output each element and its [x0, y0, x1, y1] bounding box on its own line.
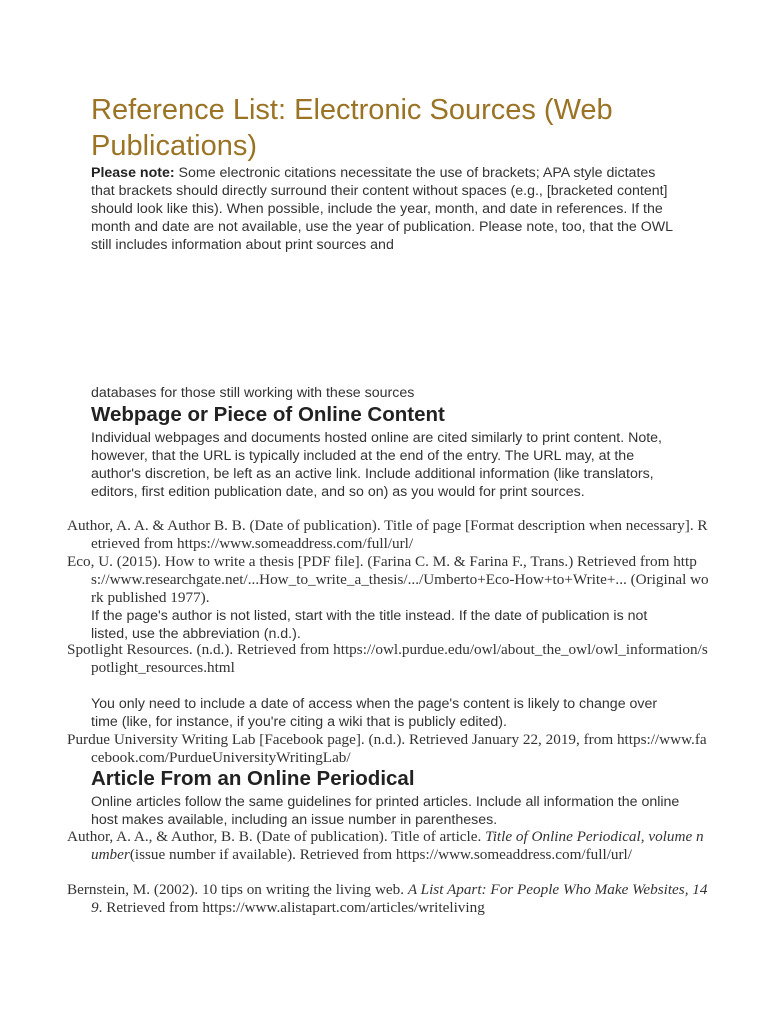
ref-text: . Retrieved from https://www.alistapart.com/articles/writeliving: [98, 899, 485, 916]
note-paragraph: [91, 164, 681, 254]
note-no-author: If the page's author is not listed, start with the title instead. If the date of publication is not listed, use the abbreviation (n.d.).: [91, 608, 648, 642]
note-continued: databases for those still working with these sources: [91, 385, 415, 401]
note-text: Some electronic citations necessitate the use of brackets; APA style dictates that brackets should directly surround their content without spaces (e.g., [bracketed content] should look like this). When possible, include the year, month, and date in references. If the month and date are not available, use the year of publication. Please note, too, that the OWL still includes information about print sources and: [91, 165, 673, 253]
ref-text: Author, A. A., & Author, B. B. (Date of publication). Title of article.: [67, 828, 486, 845]
ref-text: Bernstein, M. (2002). 10 tips on writing the living web.: [67, 881, 408, 898]
webpage-intro: Individual webpages and documents hosted online are cited similarly to print content. Note, however, that the URL is typically included at the end of the entry. The URL may, at the author's discretion, be left as an active link. Include additional information (like translators, editors, first edition publication date, and so on) as you would for print sources.: [91, 430, 662, 500]
reference-entry-spotlight: Spotlight Resources. (n.d.). Retrieved from https://owl.purdue.edu/owl/about_the_owl/owl_information/spotlight_resources.html: [67, 641, 708, 676]
reference-entry-eco: Eco, U. (2015). How to write a thesis [PDF file]. (Farina C. M. & Farina F., Trans.) Retrieved from https://www.researchgate.net/...How_to_write_a_thesis/.../Umberto+Eco-How+to+Write+... (Original work published 1977).: [67, 553, 709, 606]
periodical-intro: Online articles follow the same guidelines for printed articles. Include all information the online host makes available, including an issue number in parentheses.: [91, 794, 680, 828]
ref-italic: A List Apart: For People Who Make Websites, 149: [91, 881, 708, 916]
ref-text: (issue number if available). Retrieved from https://www.someaddress.com/full/url/: [129, 846, 633, 863]
page-title: Reference List: Electronic Sources (Web Publications): [91, 94, 613, 162]
reference-entry-purdue-facebook: Purdue University Writing Lab [Facebook page]. (n.d.). Retrieved January 22, 2019, from https://www.facebook.com/PurdueUniversityWritingLab/: [67, 731, 707, 766]
note-label: Please note:: [91, 165, 175, 181]
reference-entry-bernstein: [67, 881, 711, 917]
reference-entry-generic-article: [67, 828, 711, 864]
note-date-of-access: You only need to include a date of access when the page's content is likely to change over time (like, for instance, if you're citing a wiki that is publicly edited).: [91, 696, 658, 730]
section-heading-webpage: Webpage or Piece of Online Content: [91, 403, 445, 426]
reference-entry-generic-webpage: Author, A. A. & Author B. B. (Date of publication). Title of page [Format description when necessary]. Retrieved from https://www.someaddress.com/full/url/: [67, 517, 708, 552]
section-heading-periodical: Article From an Online Periodical: [91, 767, 415, 790]
ref-italic: Title of Online Periodical, volume number: [91, 828, 704, 863]
